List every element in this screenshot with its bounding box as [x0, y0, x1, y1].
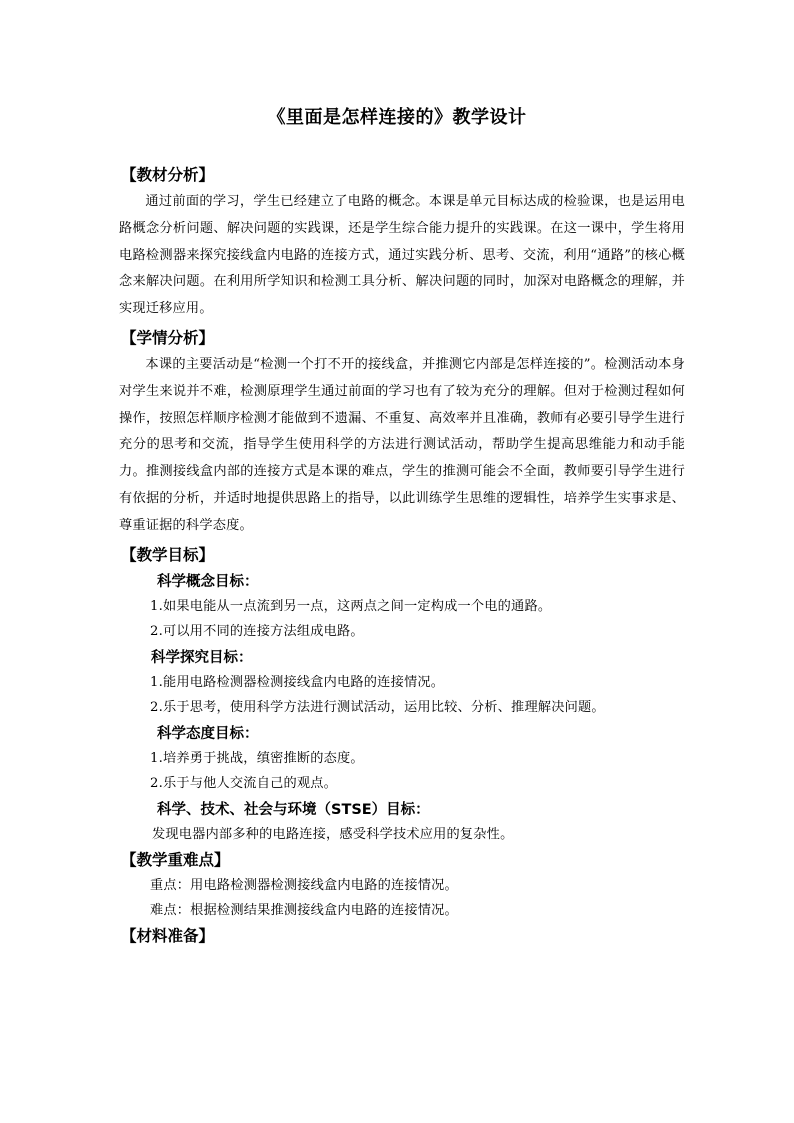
list-item: 发现电器内部多种的电路连接，感受科学技术应用的复杂性。	[152, 826, 514, 842]
subheading-concept-objective: 科学概念目标：	[157, 573, 259, 590]
subheading-attitude-objective: 科学态度目标：	[157, 725, 259, 742]
heading-materials: 【材料准备】	[121, 926, 215, 945]
heading-key-points: 【教学重难点】	[121, 850, 230, 869]
list-item: 2.乐于与他人交流自己的观点。	[150, 775, 338, 791]
heading-material-analysis: 【教材分析】	[121, 166, 215, 184]
subheading-stse-objective: 科学、技术、社会与环境（STSE）目标：	[157, 801, 430, 818]
list-item: 重点：用电路检测器检测接线盒内电路的连接情况。	[150, 877, 458, 893]
heading-objectives: 【教学目标】	[121, 545, 215, 564]
list-item: 2.乐于思考，使用科学方法进行测试活动，运用比较、分析、推理解决问题。	[150, 699, 605, 715]
subheading-inquiry-objective: 科学探究目标：	[151, 649, 253, 666]
list-item: 难点：根据检测结果推测接线盒内电路的连接情况。	[150, 902, 458, 918]
list-item: 1.培养勇于挑战，缜密推断的态度。	[150, 750, 364, 766]
list-item: 1.能用电路检测器检测接线盒内电路的连接情况。	[150, 674, 445, 690]
list-item: 1.如果电能从一点流到另一点，这两点之间一定构成一个电的通路。	[150, 598, 552, 614]
document-body	[119, 162, 685, 949]
list-item: 2.可以用不同的连接方法组成电路。	[150, 623, 364, 639]
document-title: 《里面是怎样连接的》教学设计	[267, 107, 527, 128]
heading-student-analysis: 【学情分析】	[121, 328, 215, 347]
paragraph-student-analysis: 本课的主要活动是“检测一个打不开的接线盒，并推测它内部是怎样连接的”。检测活动本身对学生来说并不难，检测原理学生通过前面的学习也有了较为充分的理解。但对于检测过程如何操作，按照怎样顺序检测才能做到不遗漏、不重复、高效率并且准确，教师有必要引导学生进行充分的思考和交流，指导学生使用科学的方法进行测试活动，帮助学生提高思维能力和动手能力。推测接线盒内部的连接方式是本课的难点，学生的推测可能会不全面，教师要引导学生进行有依据的分析，并适时地提供思路上的指导，以此训练学生思维的逻辑性，培养学生实事求是、尊重证据的科学态度。	[119, 356, 685, 533]
paragraph-material-analysis: 通过前面的学习，学生已经建立了电路的概念。本课是单元目标达成的检验课，也是运用电路概念分析问题、解决问题的实践课，还是学生综合能力提升的实践课。在这一课中，学生将用电路检测器来探究接线盒内电路的连接方式，通过实践分析、思考、交流，利用“通路”的核心概念来解决问题。在利用所学知识和检测工具分析、解决问题的同时，加深对电路概念的理解，并实现迁移应用。	[119, 194, 685, 317]
